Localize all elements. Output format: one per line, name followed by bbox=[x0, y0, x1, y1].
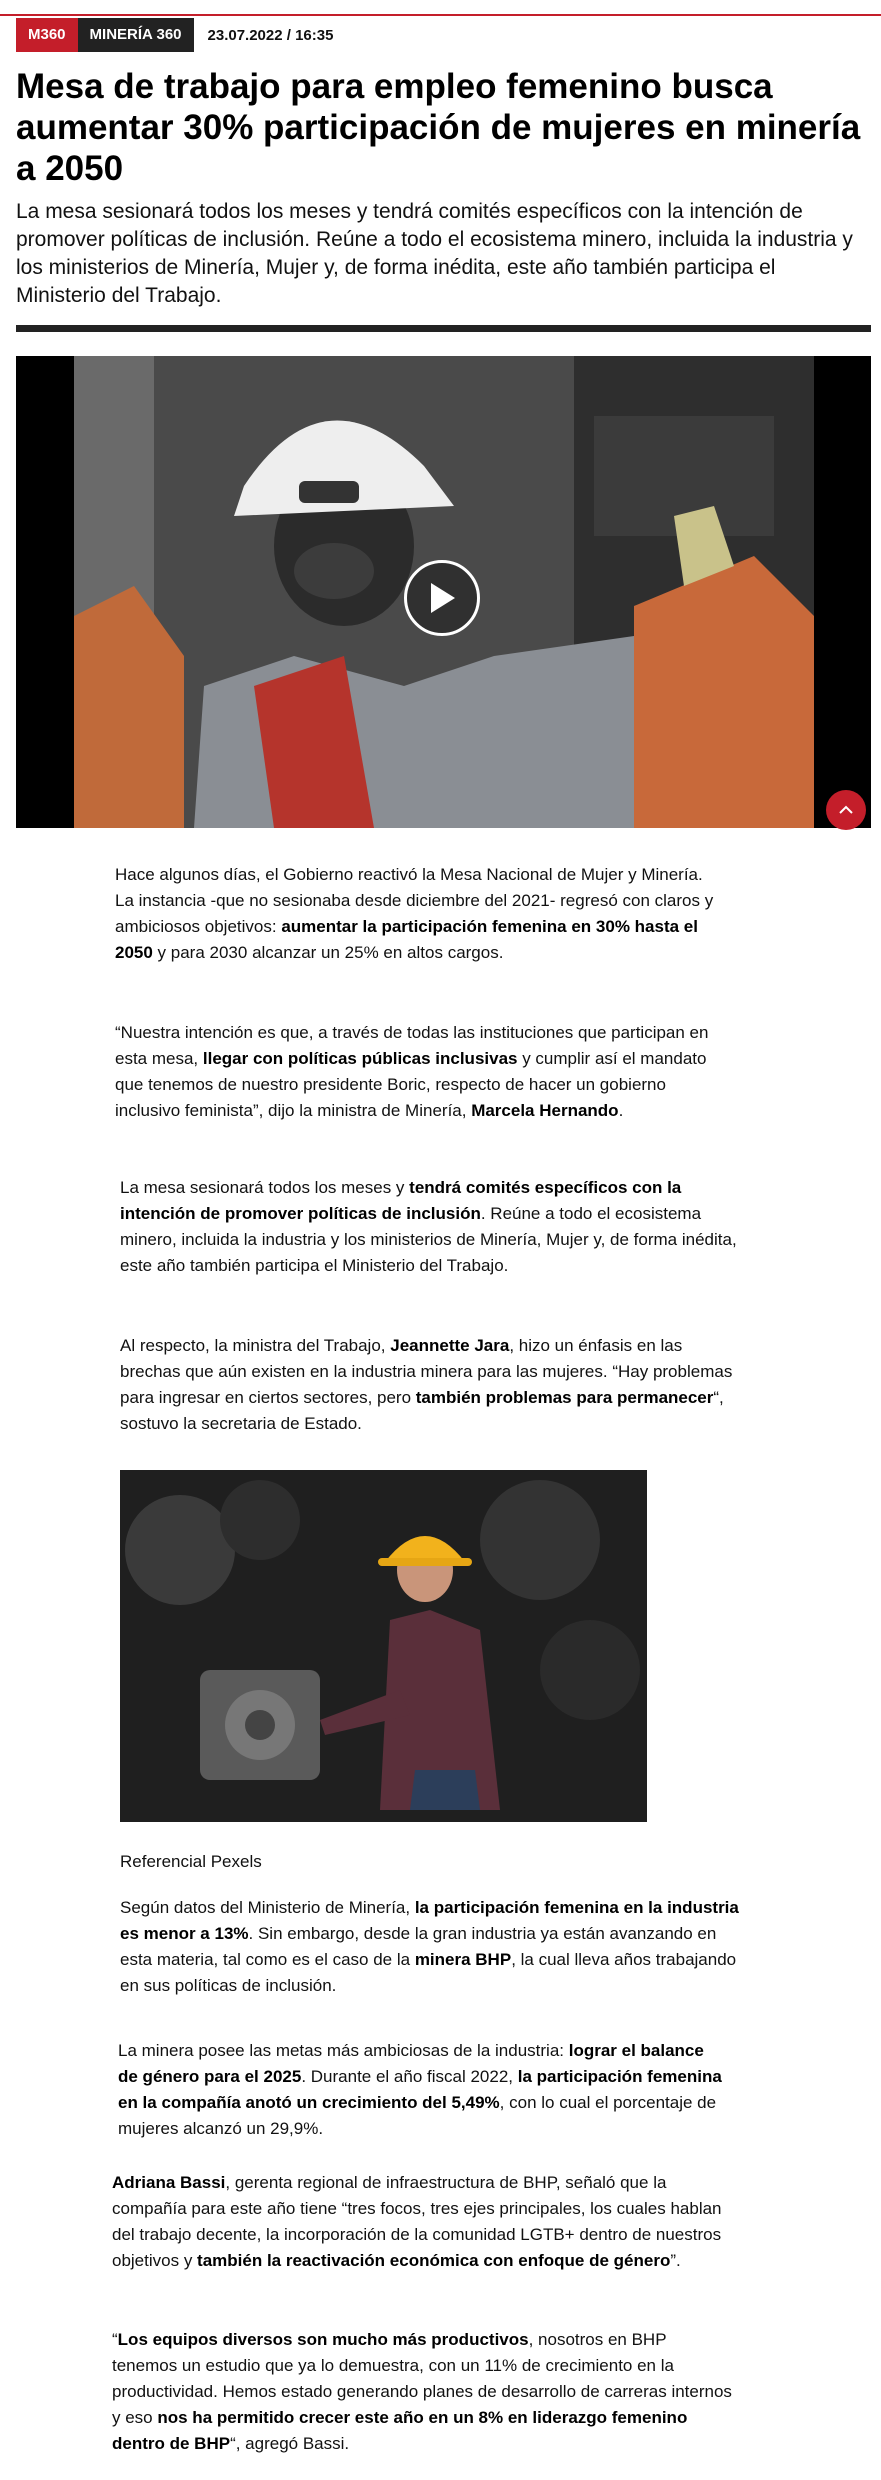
paragraph-6: La minera posee las metas más ambiciosas de la industria: lograr el balance de género para el 2025. Durante el año fiscal 2022, la participación femenina en la compañía anotó un crecimiento del 5,49%, con lo cual el porcentaje de mujeres alcanzó un 29,9%. bbox=[118, 2041, 722, 2138]
play-button[interactable] bbox=[404, 560, 480, 636]
paragraph-3: La mesa sesionará todos los meses y tendrá comités específicos con la intención de promover políticas de inclusión. Reúne a todo el ecosistema minero, incluida la industria y los ministerios de Minería, Mujer y, de forma inédita, este año también participa el Ministerio del Trabajo. bbox=[120, 1178, 737, 1275]
article-meta bbox=[16, 18, 333, 52]
article-headline: Mesa de trabajo para empleo femenino busca aumentar 30% participación de mujeres en minería a 2050 bbox=[16, 67, 861, 188]
article-lead: La mesa sesionará todos los meses y tendrá comités específicos con la intención de promover políticas de inclusión. Reúne a todo el ecosistema minero, incluida la industria y los ministerios de Minería, Mujer y, de forma inédita, este año también participa el Ministerio del Trabajo. bbox=[16, 200, 853, 307]
paragraph-1: Hace algunos días, el Gobierno reactivó la Mesa Nacional de Mujer y Minería. La instancia -que no sesionaba desde diciembre del 2021- regresó con claros y ambiciosos objetivos: aumentar la participación femenina en 30% hasta el 2050 y para 2030 alcanzar un 25% en altos cargos. bbox=[115, 865, 714, 962]
divider bbox=[16, 325, 871, 332]
article-photo bbox=[120, 1470, 647, 1822]
section-badge[interactable]: MINERÍA 360 bbox=[78, 18, 194, 52]
paragraph-4: Al respecto, la ministra del Trabajo, Jeannette Jara, hizo un énfasis en las brechas que aún existen en la industria minera para las mujeres. “Hay problemas para ingresar en ciertos sectores, pero también problemas para permanecer“, sostuvo la secretaria de Estado. bbox=[120, 1336, 733, 1433]
paragraph-8: “Los equipos diversos son mucho más productivos, nosotros en BHP tenemos un estudio que ya lo demuestra, con un 11% de crecimiento en la productividad. Hemos estado generando planes de desarrollo de carreras internos y eso nos ha permitido crecer este año en un 8% en liderazgo femenino dentro de BHP“, agregó Bassi. bbox=[112, 2330, 732, 2453]
worker-illustration bbox=[120, 1470, 647, 1822]
scroll-top-button[interactable] bbox=[826, 790, 866, 830]
top-accent-line bbox=[0, 14, 881, 16]
brand-badge[interactable]: M360 bbox=[16, 18, 78, 52]
publish-date: 23.07.2022 / 16:35 bbox=[207, 26, 334, 44]
paragraph-7: Adriana Bassi, gerenta regional de infraestructura de BHP, señaló que la compañía para este año tiene “tres focos, tres ejes principales, los cuales hablan del trabajo decente, la incorporación de la comunidad LGTB+ dentro de nuestros objetivos y también la reactivación económica con enfoque de género”. bbox=[112, 2173, 722, 2270]
paragraph-5: Según datos del Ministerio de Minería, la participación femenina en la industria es menor a 13%. Sin embargo, desde la gran industria ya están avanzando en esta materia, tal como es el caso de la minera BHP, la cual lleva años trabajando en sus políticas de inclusión. bbox=[120, 1898, 739, 1995]
photo-caption: Referencial Pexels bbox=[120, 1852, 262, 1871]
video-player[interactable] bbox=[16, 356, 871, 828]
play-icon bbox=[427, 581, 457, 615]
chevron-up-icon bbox=[838, 805, 854, 815]
paragraph-2: “Nuestra intención es que, a través de todas las instituciones que participan en esta mesa, llegar con políticas públicas inclusivas y cumplir así el mandato que tenemos de nuestro presidente Boric, respecto de hacer un gobierno inclusivo feminista”, dijo la ministra de Minería, Marcela Hernando. bbox=[115, 1023, 709, 1120]
